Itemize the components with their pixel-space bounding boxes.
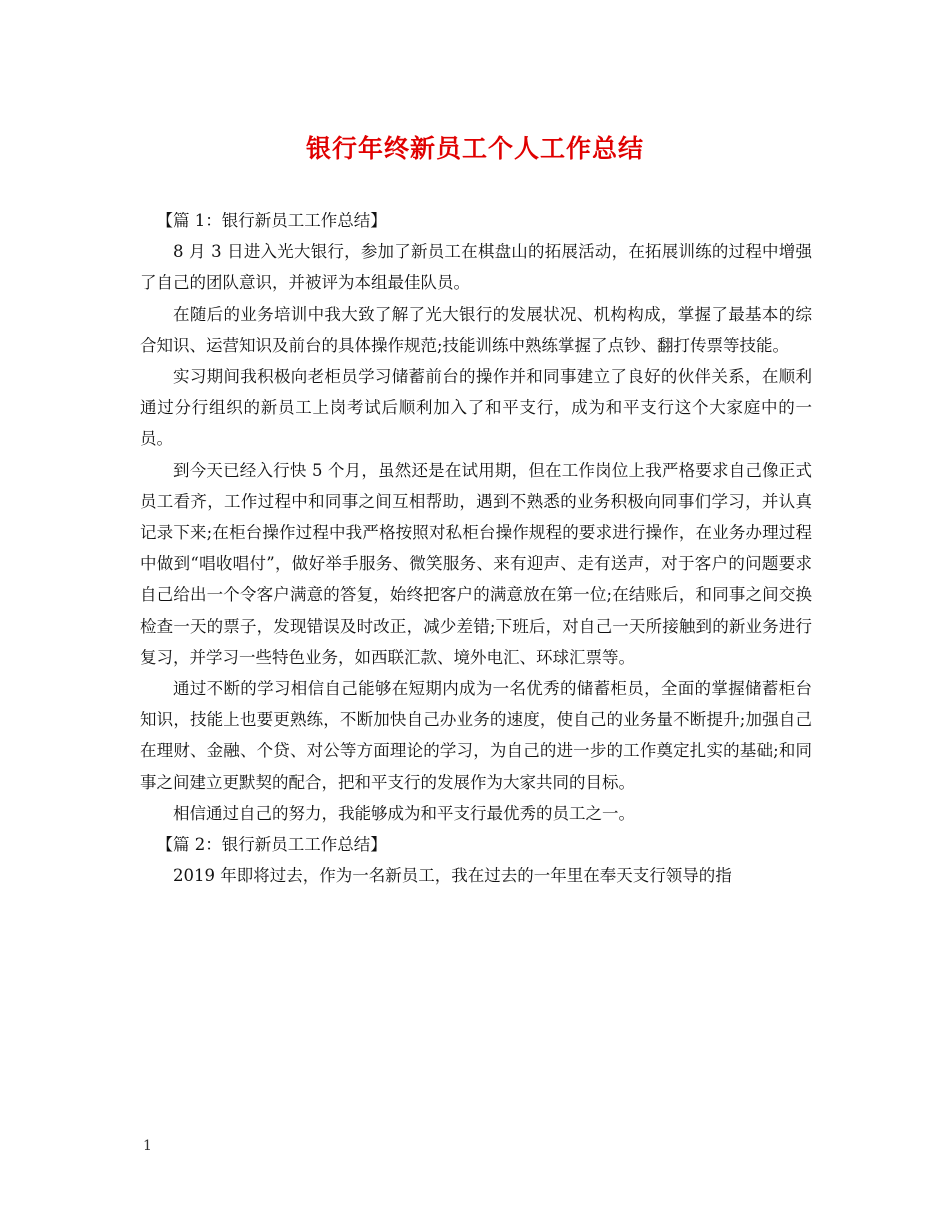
paragraph: 到今天已经入行快 5 个月，虽然还是在试用期，但在工作岗位上我严格要求自己像正式员工看齐，工作过程中和同事之间互相帮助，遇到不熟悉的业务积极向同事们学习，并认真记录下来;在柜台操作过程中我严格按照对私柜台操作规程的要求进行操作，在业务办理过程中做到“唱收唱付”，做好举手服务、微笑服务、来有迎声、走有送声，对于客户的问题要求自己给出一个令客户满意的答复，始终把客户的满意放在第一位;在结账后，和同事之间交换检查一天的票子，发现错误及时改正，减少差错;下班后，对自己一天所接触到的新业务进行复习，并学习一些特色业务，如西联汇款、境外电汇、环球汇票等。 (140, 460, 812, 667)
paragraph: 实习期间我积极向老柜员学习储蓄前台的操作并和同事建立了良好的伙伴关系，在顺利通过分行组织的新员工上岗考试后顺利加入了和平支行，成为和平支行这个大家庭中的一员。 (140, 367, 812, 449)
page-number: 1 (143, 1138, 152, 1154)
paragraph: 在随后的业务培训中我大致了解了光大银行的发展状况、机构构成，掌握了最基本的综合知识、运营知识及前台的具体操作规范;技能训练中熟练掌握了点钞、翻打传票等技能。 (140, 304, 812, 355)
paragraph: 8 月 3 日进入光大银行，参加了新员工在棋盘山的拓展活动，在拓展训练的过程中增强了自己的团队意识，并被评为本组最佳队员。 (140, 242, 812, 293)
document-title: 银行年终新员工个人工作总结 (305, 134, 644, 163)
section-heading: 【篇 1：银行新员工工作总结】 (156, 211, 387, 230)
paragraph: 相信通过自己的努力，我能够成为和平支行最优秀的员工之一。 (173, 803, 635, 823)
section-heading: 【篇 2：银行新员工工作总结】 (156, 835, 387, 855)
paragraph: 2019 年即将过去，作为一名新员工，我在过去的一年里在奉天支行领导的指 (173, 866, 732, 886)
document-body (140, 205, 812, 891)
paragraph: 通过不断的学习相信自己能够在短期内成为一名优秀的储蓄柜员，全面的掌握储蓄柜台知识，技能上也要更熟练，不断加快自己办业务的速度，使自己的业务量不断提升;加强自己在理财、金融、个贷、对公等方面理论的学习，为自己的进一步的工作奠定扎实的基础;和同事之间建立更默契的配合，把和平支行的发展作为大家共同的目标。 (140, 679, 812, 792)
